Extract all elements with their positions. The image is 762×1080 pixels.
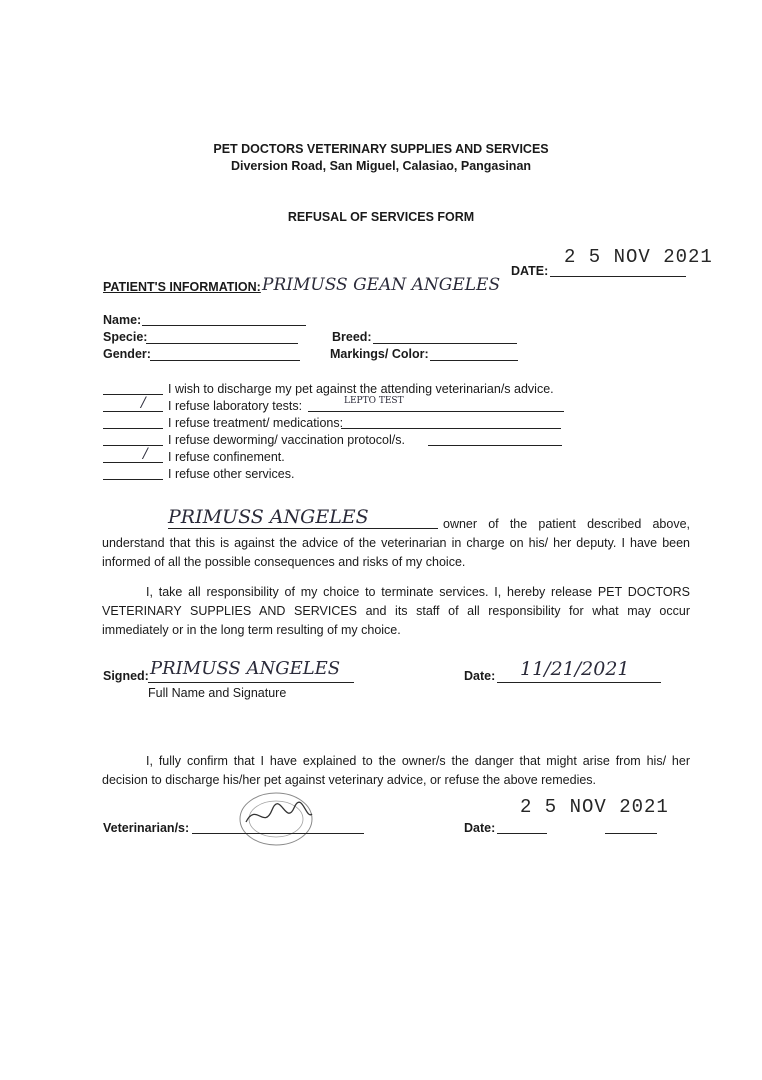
patient-info-label: PATIENT'S INFORMATION:: [103, 280, 261, 294]
company-name: PET DOCTORS VETERINARY SUPPLIES AND SERVICES: [213, 142, 549, 156]
signature-line: [148, 682, 354, 683]
confirmation-date-line-1: [497, 833, 547, 834]
option-text: I refuse treatment/ medications:: [168, 416, 344, 430]
signature-date-line: [497, 682, 661, 683]
patient-handwritten-name: PRIMUSS GEAN ANGELES: [262, 275, 501, 295]
veterinarian-line: [192, 833, 364, 834]
signature-date-label: Date:: [464, 669, 496, 683]
lab-tests-line: [308, 411, 564, 412]
form-title: REFUSAL OF SERVICES FORM: [287, 210, 475, 224]
gender-label: Gender:: [103, 347, 151, 361]
treatment-line: [341, 428, 561, 429]
confirmation-date-line-2: [605, 833, 657, 834]
option-text: I refuse confinement.: [168, 450, 285, 464]
date-label: DATE:: [511, 264, 549, 278]
option-text: I wish to discharge my pet against the attending veterinarian/s advice.: [168, 382, 554, 396]
signed-label: Signed:: [103, 669, 149, 683]
signature-caption: Full Name and Signature: [148, 686, 287, 700]
specie-label: Specie:: [103, 330, 148, 344]
option-line: [103, 411, 163, 412]
company-address: Diversion Road, San Miguel, Calasiao, Pangasinan: [230, 159, 532, 173]
gender-line: [150, 360, 300, 361]
breed-line: [373, 343, 517, 344]
statement-paragraph-2: I, take all responsibility of my choice to terminate services. I, hereby release PET DOCTORS VETERINARY SUPPLIES AND SERVICES and its staff of all responsibility for what may occur immediately or in the long term resulting of my choice.: [102, 585, 690, 637]
signature-date-value: 11/21/2021: [520, 658, 630, 680]
date-line: [550, 276, 686, 277]
option-line: [103, 428, 163, 429]
date-stamp: 2 5 NOV 2021: [564, 246, 713, 268]
option-line: [103, 479, 163, 480]
name-label: Name:: [103, 313, 142, 327]
markings-label: Markings/ Color:: [330, 347, 429, 361]
lab-tests-fill: LEPTO TEST: [344, 396, 404, 406]
confirmation-date-stamp: 2 5 NOV 2021: [520, 796, 669, 818]
confirmation-paragraph: I, fully confirm that I have explained to the owner/s the danger that might arise from his/ her decision to discharge his/her pet against veterinary advice, or refuse the above remedies.: [102, 754, 690, 787]
option-check-mark: /: [141, 395, 146, 411]
option-check-mark: /: [143, 446, 148, 462]
deworming-line: [428, 445, 562, 446]
option-text: I refuse laboratory tests:: [168, 399, 303, 413]
option-text: I refuse other services.: [168, 467, 295, 481]
option-line: [103, 394, 163, 395]
owner-handwritten-name: PRIMUSS ANGELES: [168, 506, 369, 528]
confirmation-date-label: Date:: [464, 821, 496, 835]
name-line: [142, 325, 306, 326]
veterinarian-seal: [236, 790, 316, 848]
option-text: I refuse deworming/ vaccination protocol/s.: [168, 433, 405, 447]
markings-line: [430, 360, 518, 361]
veterinarian-label: Veterinarian/s:: [103, 821, 190, 835]
owner-signature: PRIMUSS ANGELES: [150, 658, 341, 679]
breed-label: Breed:: [332, 330, 372, 344]
specie-line: [146, 343, 298, 344]
option-line: [103, 445, 163, 446]
statement-paragraph-1: owner of the patient described above, understand that this is against the advice of the veterinarian in charge on his/ her deputy. I have been informed of all the possible consequences and risks of my choice.: [102, 517, 690, 569]
option-line: [103, 462, 163, 463]
